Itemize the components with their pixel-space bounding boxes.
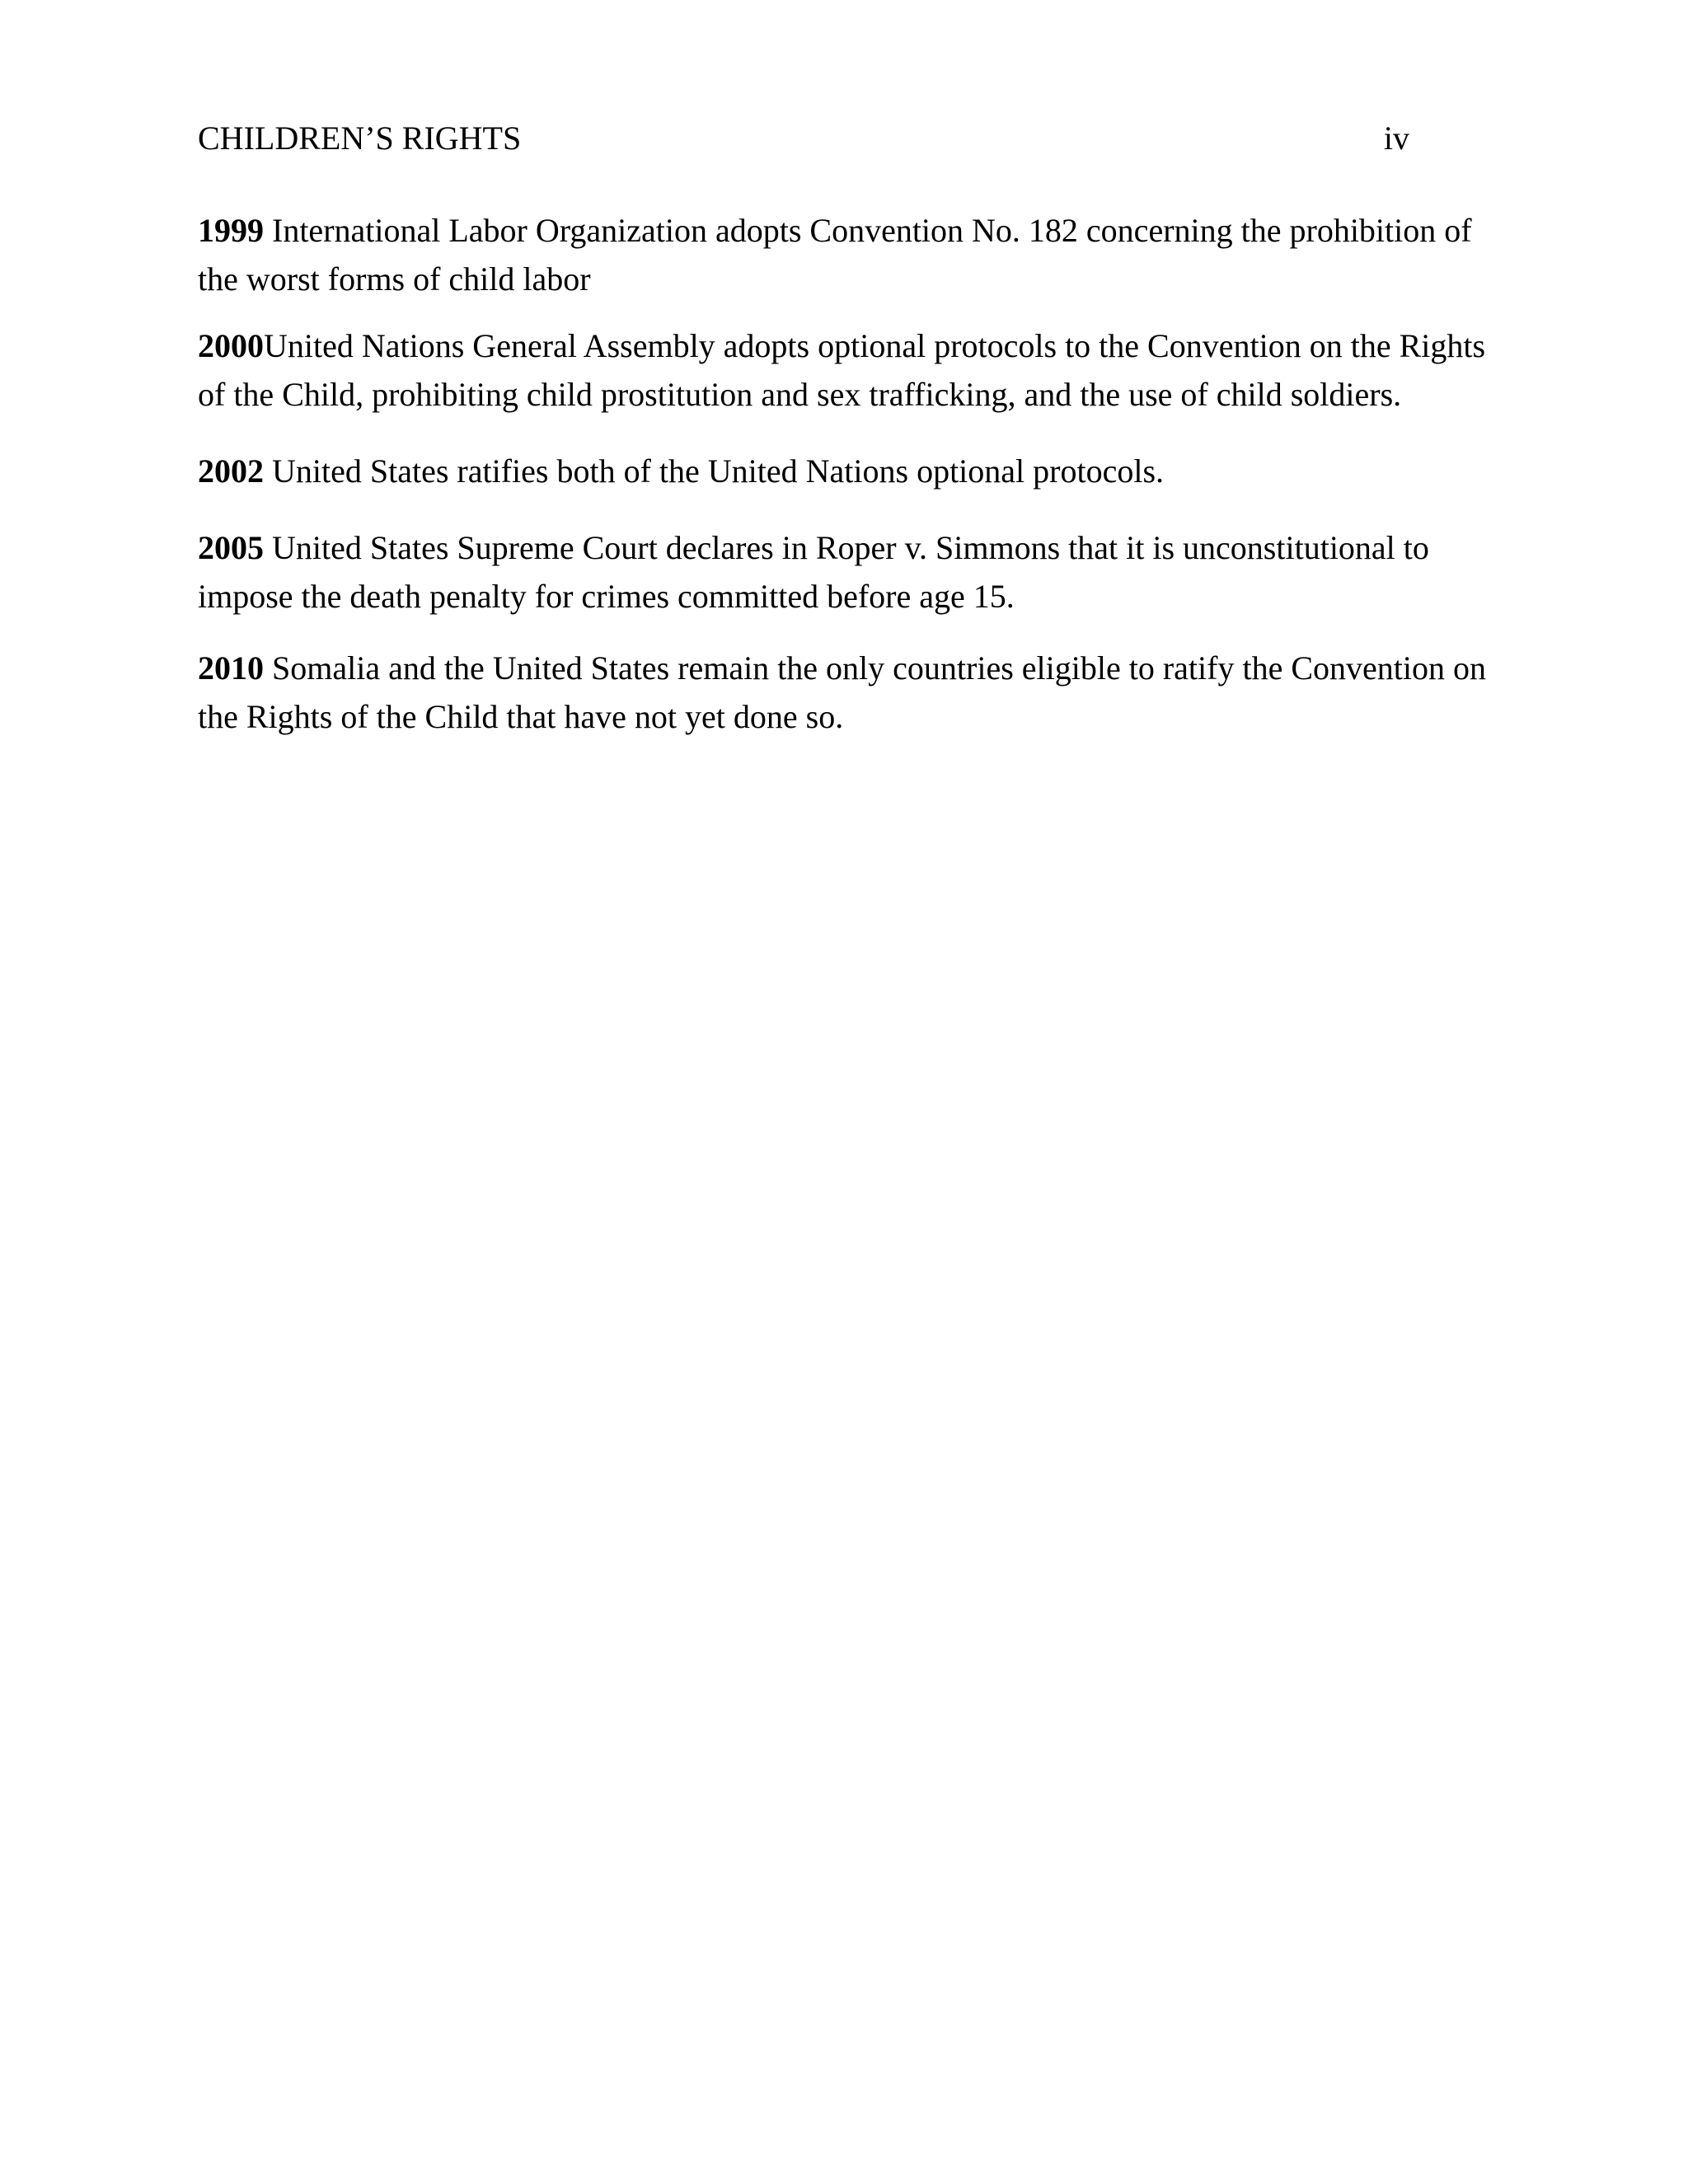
timeline-text: United States Supreme Court declares in Roper v. Simmons that it is unconstitutional to impose the death penalty for crimes committed before age 15. xyxy=(198,529,1429,615)
timeline-year: 2000 xyxy=(198,327,264,364)
timeline-year: 1999 xyxy=(198,212,264,249)
timeline-year: 2005 xyxy=(198,529,264,566)
timeline-text: International Labor Organization adopts Convention No. 182 concerning the prohibition of the worst forms of child labor xyxy=(198,212,1472,298)
running-head xyxy=(198,115,1409,162)
page-number: iv xyxy=(1383,120,1409,157)
timeline-separator xyxy=(264,452,272,490)
timeline-entry-2002 xyxy=(198,447,1500,495)
running-head-title: CHILDREN’S RIGHTS xyxy=(198,120,522,157)
timeline-list xyxy=(198,206,1500,741)
timeline-separator xyxy=(264,649,272,687)
timeline-year: 2010 xyxy=(198,649,264,687)
timeline-separator xyxy=(264,529,272,566)
timeline-text: Somalia and the United States remain the only countries eligible to ratify the Convention on the Rights of the Child that have not yet done so. xyxy=(198,649,1487,735)
timeline-entry-2005 xyxy=(198,523,1500,621)
timeline-text: United Nations General Assembly adopts optional protocols to the Convention on the Rights of the Child, prohibiting child prostitution and sex trafficking, and the use of child soldiers. xyxy=(198,327,1486,413)
timeline-entry-2000 xyxy=(198,321,1500,419)
timeline-year: 2002 xyxy=(198,452,264,490)
timeline-text: United States ratifies both of the United Nations optional protocols. xyxy=(272,452,1165,490)
timeline-entry-2010 xyxy=(198,644,1500,741)
timeline-separator xyxy=(264,212,272,249)
timeline-entry-1999 xyxy=(198,206,1500,303)
